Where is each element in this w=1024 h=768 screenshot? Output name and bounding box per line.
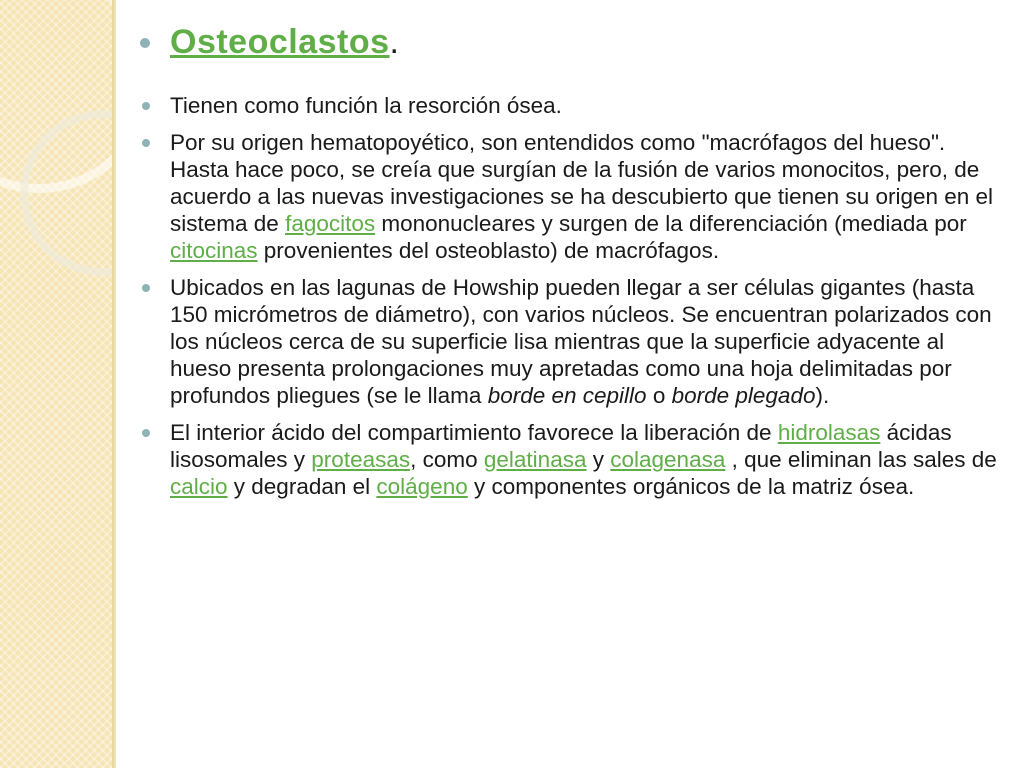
slide-content [140, 18, 1000, 510]
bullet-icon [142, 139, 150, 147]
bullet-text: o [646, 383, 672, 408]
link-colagenasa[interactable]: colagenasa [610, 447, 726, 472]
bullet-text: El interior ácido del compartimiento favorece la liberación de [170, 420, 778, 445]
bullet-text: , como [410, 447, 484, 472]
bullet-text: Por su origen hematopoyético, son entendidos como "macrófagos del hueso". Hasta hace poco, se creía que surgían de la fusión de varios monocitos, pero, de acuerdo a las nuevas investigaciones se ha descubierto que tienen su origen en el sistema de [170, 130, 994, 236]
term-borde-en-cepillo: borde en cepillo [487, 383, 647, 408]
decorative-side-panel [0, 0, 112, 768]
bullet-icon [142, 429, 150, 437]
title-suffix: . [389, 23, 399, 61]
link-proteasas[interactable]: proteasas [311, 447, 411, 472]
bullet-text: y componentes orgánicos de la matriz ósea. [467, 474, 915, 499]
bullet-list [140, 18, 1000, 500]
bullet-item-origin [140, 129, 1000, 264]
bullet-item-location [140, 274, 1000, 409]
link-calcio[interactable]: calcio [170, 474, 228, 499]
bullet-text: Ubicados en las lagunas de Howship pueden llegar a ser células gigantes (hasta 150 micrómetros de diámetro), con varios núcleos. Se encuentran polarizados con los núcleos cerca de su superficie lisa mientras que la superficie adyacente al hueso presenta prolongaciones muy apretadas como una hoja delimitadas por profundos pliegues (se le llama [170, 275, 992, 408]
title-link[interactable]: Osteoclastos [170, 23, 390, 61]
bullet-icon [142, 284, 150, 292]
bullet-text: mononucleares y surgen de la diferenciación (mediada por [375, 211, 967, 236]
bullet-icon [142, 102, 150, 110]
side-panel-edge [112, 0, 116, 768]
term-borde-plegado: borde plegado [671, 383, 816, 408]
link-fagocitos[interactable]: fagocitos [285, 211, 376, 236]
link-citocinas[interactable]: citocinas [170, 238, 258, 263]
bullet-text: y [586, 447, 611, 472]
title-item [140, 18, 1000, 66]
link-colageno[interactable]: colágeno [376, 474, 468, 499]
bullet-item-function [140, 92, 1000, 119]
bullet-text: ácidas lisosomales y [170, 420, 952, 472]
bullet-icon [140, 38, 150, 48]
link-gelatinasa[interactable]: gelatinasa [483, 447, 587, 472]
bullet-text: Tienen como función la resorción ósea. [170, 93, 562, 118]
bullet-item-acid-interior [140, 419, 1000, 500]
bullet-text: y degradan el [227, 474, 377, 499]
bullet-text: , que eliminan las sales de [725, 447, 997, 472]
bullet-text: provenientes del osteoblasto) de macrófagos. [257, 238, 720, 263]
bullet-text: ). [815, 383, 830, 408]
link-hidrolasas[interactable]: hidrolasas [777, 420, 881, 445]
